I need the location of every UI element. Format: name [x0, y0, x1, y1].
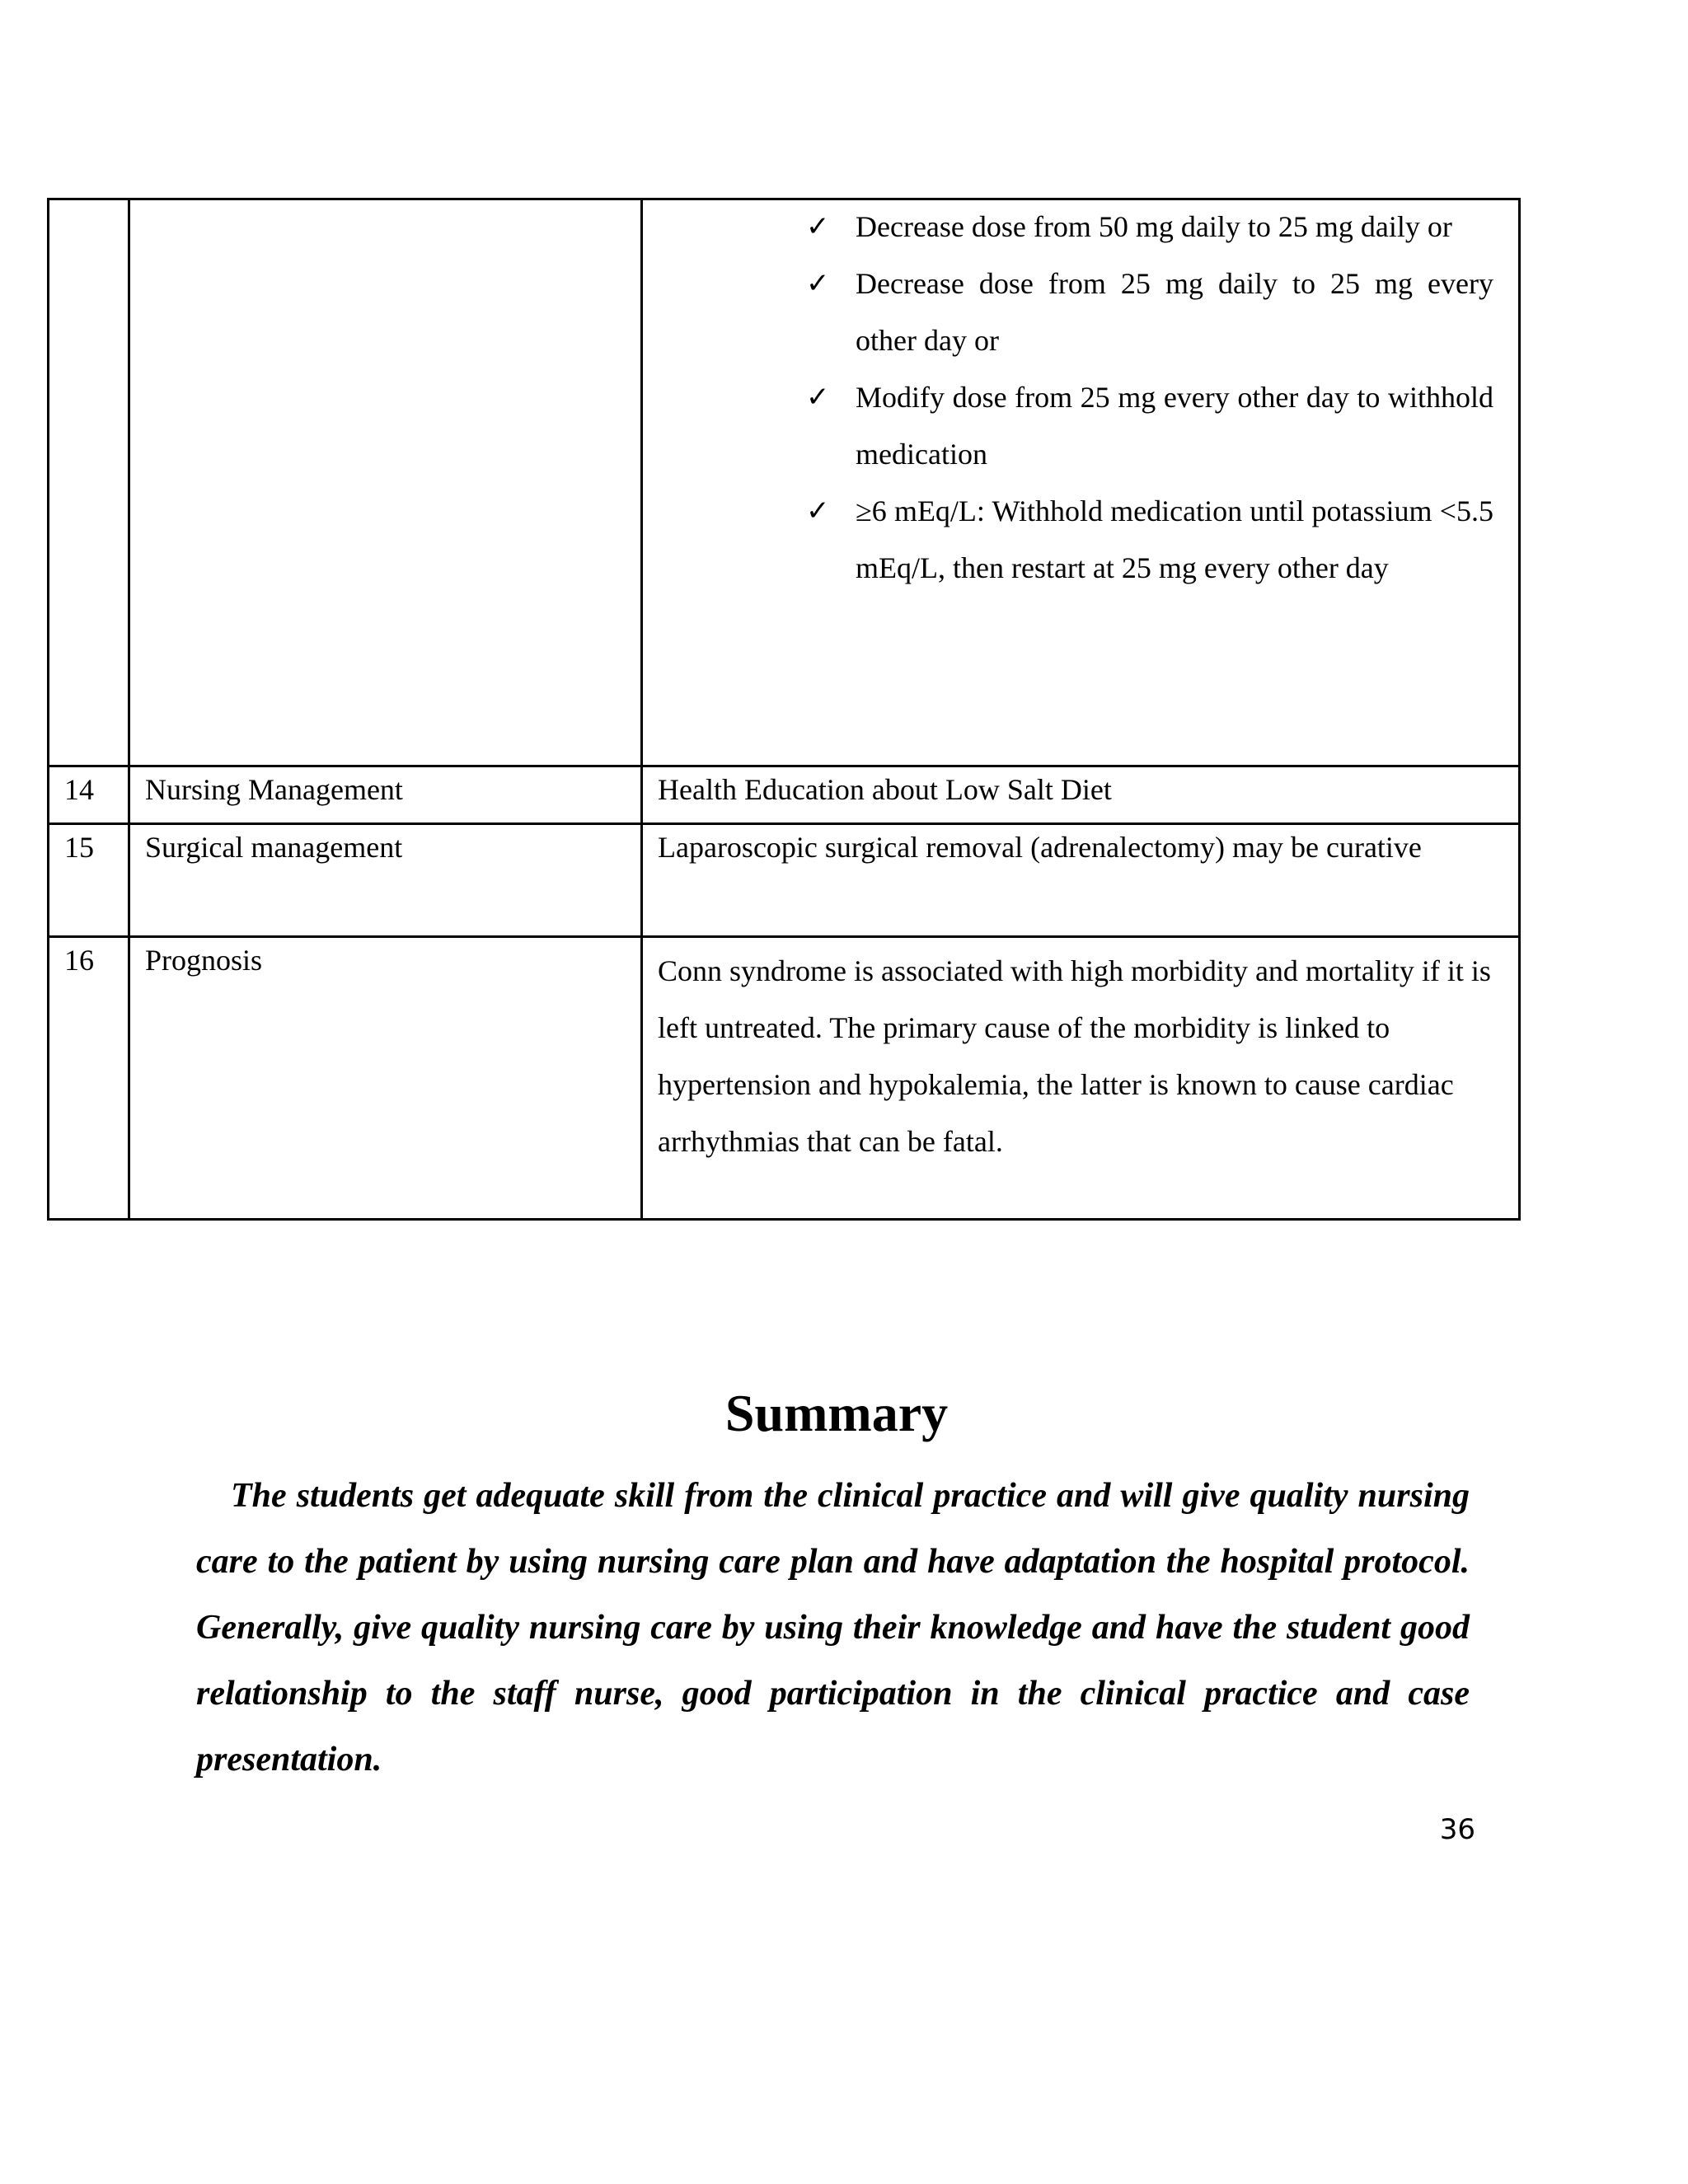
- row-detail-cell: [642, 199, 1520, 766]
- row-number-cell: [49, 937, 129, 1220]
- management-table: [47, 198, 1521, 1221]
- summary-heading: Summary: [724, 1384, 949, 1442]
- row-item-cell: [129, 199, 642, 766]
- list-item: [806, 483, 1518, 597]
- row-detail: Conn syndrome is associated with high morbidity and mortality if it is left untreated. The primary cause of the morbidity is linked to hypertension and hypokalemia, the latter is known to cause cardiac arrhythmias that can be fatal.: [658, 954, 1491, 1158]
- row-item-cell: [129, 766, 642, 824]
- row-item-cell: [129, 937, 642, 1220]
- list-item: [806, 199, 1518, 255]
- row-number: 16: [64, 944, 94, 977]
- row-number: 14: [64, 773, 94, 806]
- row-number-cell: [49, 824, 129, 937]
- table-row: [49, 937, 1520, 1220]
- row-detail-cell: [642, 937, 1520, 1220]
- row-number-cell: [49, 766, 129, 824]
- checkmark-icon: ✓: [806, 210, 830, 243]
- row-detail-cell: [642, 824, 1520, 937]
- table-row: [49, 766, 1520, 824]
- checkmark-icon: ✓: [806, 381, 830, 414]
- row-item: Prognosis: [145, 944, 263, 977]
- checkmark-icon: ✓: [806, 494, 830, 527]
- row-number-cell: [49, 199, 129, 766]
- summary-paragraph: The students get adequate skill from the clinical practice and will give quality nursing care to the patient by using nursing care plan and have adaptation the hospital protocol. Generally, give quality nursing care by using their knowledge and have the student good relationship to the staff nurse, good participation in the clinical practice and case presentation.: [196, 1477, 1470, 1779]
- row-item-cell: [129, 824, 642, 937]
- row-detail-cell: [642, 766, 1520, 824]
- row-detail: Health Education about Low Salt Diet: [658, 773, 1112, 806]
- row-detail: Laparoscopic surgical removal (adrenalectomy) may be curative: [658, 831, 1422, 864]
- list-item-text: Modify dose from 25 mg every other day to withhold medication: [856, 381, 1493, 471]
- list-item: [806, 255, 1518, 369]
- row-number: 15: [64, 831, 94, 864]
- row-item: Nursing Management: [145, 773, 403, 806]
- table-row: [49, 824, 1520, 937]
- list-item-text: Decrease dose from 25 mg daily to 25 mg every other day or: [856, 267, 1493, 357]
- checkmark-icon: ✓: [806, 267, 830, 300]
- row-item: Surgical management: [145, 831, 403, 864]
- table-row-continuation: [49, 199, 1520, 766]
- page-number: 36: [1439, 1813, 1475, 1846]
- list-item-text: ≥6 mEq/L: Withhold medication until potassium <5.5 mEq/L, then restart at 25 mg every other day: [856, 494, 1493, 584]
- list-item-text: Decrease dose from 50 mg daily to 25 mg daily or: [856, 210, 1452, 243]
- list-item: [806, 369, 1518, 483]
- dose-adjustment-list: [643, 199, 1518, 597]
